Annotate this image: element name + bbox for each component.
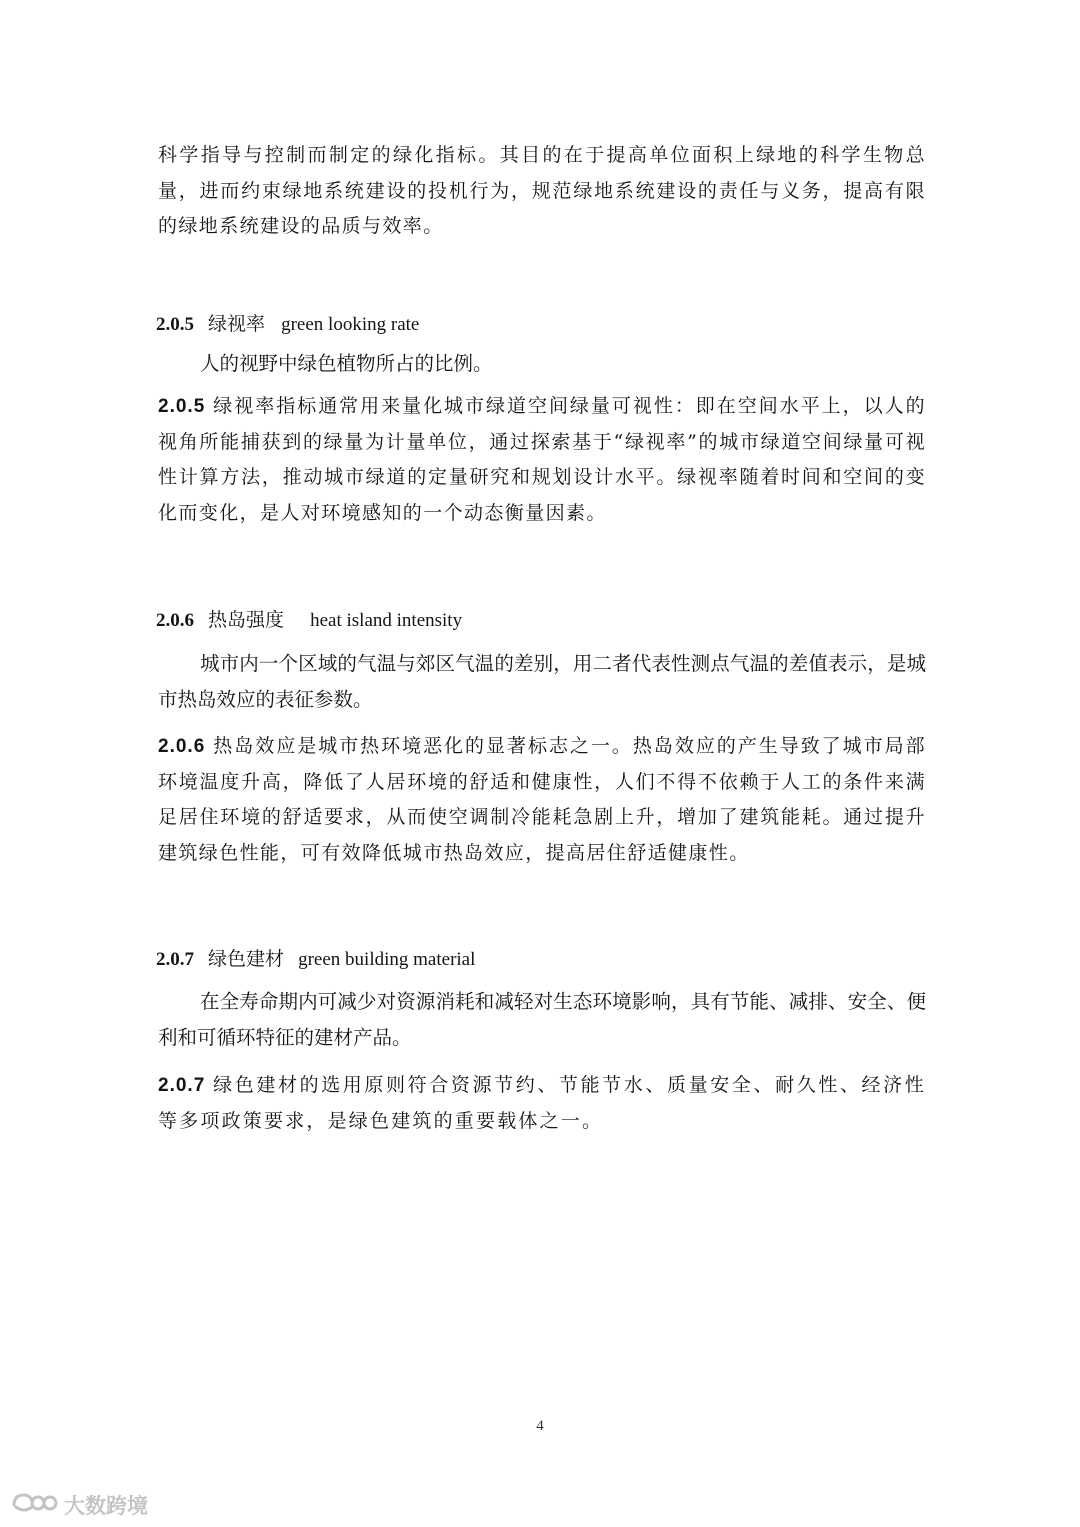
term-title-cn: 绿色建材 [208,948,285,970]
term-number: 2.0.6 [156,610,194,631]
term-title-cn: 热岛强度 [208,609,285,631]
term-title-en: green looking rate [281,314,420,335]
brand-logo-icon [10,1489,64,1520]
term-note-2-0-6 [158,729,926,871]
note-number: 2.0.5 [158,396,206,417]
term-definition: 人的视野中绿色植物所占的比例。 [200,352,493,375]
intro-paragraph: 科学指导与控制而制定的绿化指标。其目的在于提高单位面积上绿地的科学生物总量，进而约束绿地系统建设的投机行为，规范绿地系统建设的责任与义务，提高有限的绿地系统建设的品质与效率。 [158,144,926,237]
term-heading-2-0-6 [156,606,462,635]
note-number: 2.0.6 [158,736,206,757]
note-text: 绿视率指标通常用来量化城市绿道空间绿量可视性：即在空间水平上，以人的视角所能捕获到的绿量为计量单位，通过探索基于“绿视率”的城市绿道空间绿量可视性计算方法，推动城市绿道的定量研究和规划设计水平。绿视率随着时间和空间的变化而变化，是人对环境感知的一个动态衡量因素。 [158,395,926,524]
term-heading-2-0-5 [156,310,419,339]
term-number: 2.0.7 [156,949,194,970]
term-note-2-0-7 [158,1068,926,1139]
term-definition: 城市内一个区域的气温与郊区气温的差别，用二者代表性测点气温的差值表示，是城市热岛效应的表征参数。 [158,652,926,711]
note-text: 绿色建材的选用原则符合资源节约、节能节水、质量安全、耐久性、经济性等多项政策要求，是绿色建筑的重要载体之一。 [158,1074,926,1132]
note-number: 2.0.7 [158,1075,206,1096]
term-number: 2.0.5 [156,314,194,335]
term-definition: 在全寿命期内可减少对资源消耗和减轻对生态环境影响，具有节能、减排、安全、便利和可循环特征的建材产品。 [158,990,926,1049]
term-heading-2-0-7 [156,945,475,974]
watermark-text: 大数跨境 [64,1493,148,1518]
term-title-en: heat island intensity [310,610,463,631]
term-title-cn: 绿视率 [208,313,266,335]
page-number: 4 [536,1418,544,1434]
watermark [10,1489,148,1520]
term-note-2-0-5 [158,389,926,531]
note-text: 热岛效应是城市热环境恶化的显著标志之一。热岛效应的产生导致了城市局部环境温度升高，降低了人居环境的舒适和健康性，人们不得不依赖于人工的条件来满足居住环境的舒适要求，从而使空调制冷能耗急剧上升，增加了建筑能耗。通过提升建筑绿色性能，可有效降低城市热岛效应，提高居住舒适健康性。 [158,735,926,864]
term-title-en: green building material [298,949,476,970]
